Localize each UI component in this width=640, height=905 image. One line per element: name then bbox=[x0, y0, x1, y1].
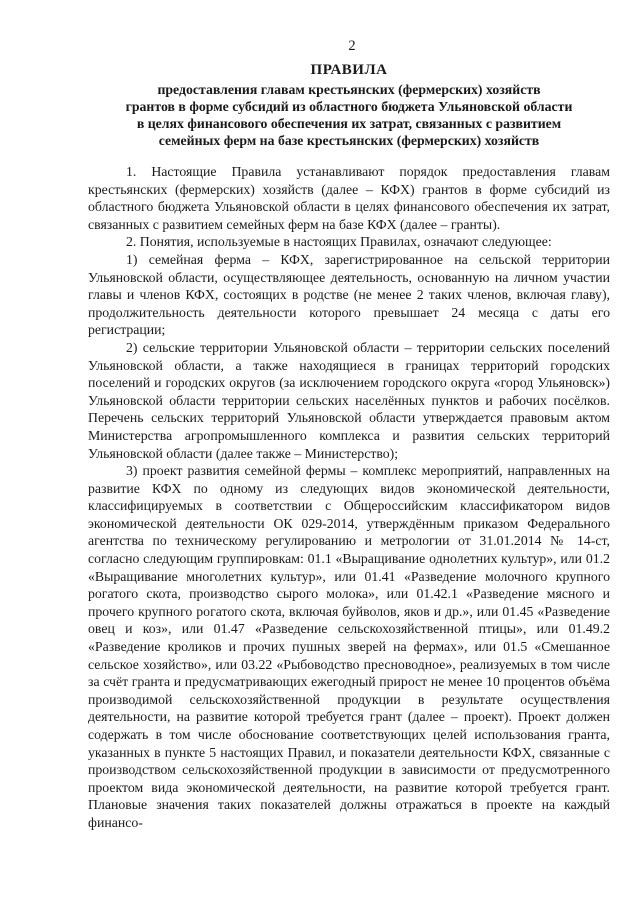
subtitle-line: в целях финансового обеспечения их затрат, связанных с развитием bbox=[136, 116, 562, 131]
subtitle-line: грантов в форме субсидий из областного бюджета Ульяновской области bbox=[125, 99, 573, 114]
definition-family-farm: 1) семейная ферма – КФХ, зарегистрированное на сельской территории Ульяновской области, осуществляющее деятельность, основанную на личном участии главы и членов КФХ, состоящих в родстве (не менее 2 таких членов, включая главу), продолжительность деятельности которого превышает 24 месяца с даты его регистрации; bbox=[88, 251, 610, 338]
definition-rural-territories: 2) сельские территории Ульяновской области – территории сельских поселений Ульяновской области, а также находящиеся в границах территорий городских поселений и городских округов (за исключением городского округа «город Ульяновск») Ульяновской области территории сельских населённых пунктов и рабочих посёлков. Перечень сельских территорий Ульяновской области утверждается правовым актом Министерства агропромышленного комплекса и развития сельских территорий Ульяновской области (далее также – Министерство); bbox=[88, 339, 610, 461]
document-body bbox=[88, 163, 610, 832]
document-subtitle bbox=[88, 81, 610, 149]
paragraph-2-definitions: 2. Понятия, используемые в настоящих Правилах, означают следующее: bbox=[126, 234, 552, 250]
paragraph-1-purpose: 1. Настоящие Правила устанавливают порядок предоставления главам крестьянских (фермерских) хозяйств (далее – КФХ) грантов в форме субсидий из областного бюджета Ульяновской области в целях финансового обеспечения их затрат, связанных с развитием семейных ферм на базе КФХ (далее – гранты). bbox=[88, 164, 610, 232]
subtitle-line: семейных ферм на базе крестьянских (фермерских) хозяйств bbox=[158, 133, 540, 148]
definition-farm-project: 3) проект развития семейной фермы – комплекс мероприятий, направленных на развитие КФХ по одному из следующих видов экономической деятельности, классифицируемых в соответствии с Общероссийским классификатором видов экономической деятельности ОК 029-2014, утверждённым приказом Федерального агентства по техническому регулированию и метрологии от 31.01.2014 № 14-ст, согласно следующим группировкам: 01.1 «Выращивание однолетних культур», или 01.2 «Выращивание многолетних культур», или 01.41 «Разведение молочного крупного рогатого скота, производство сырого молока», или 01.42.1 «Разведение мясного и прочего крупного рогатого скота, включая буйволов, яков и др.», или 01.45 «Разведение овец и коз», или 01.47 «Разведение сельскохозяйственной птицы», или 01.49.2 «Разведение кроликов и прочих пушных зверей на фермах», или 01.5 «Смешанное сельское хозяйство», или 03.22 «Рыбоводство пресноводное», реализуемых в том числе за счёт гранта и предусматривающих ежегодный прирост не менее 10 процентов объёма производимой сельскохозяйственной продукции в результате осуществления деятельности, на развитие которой требуется грант (далее – проект). Проект должен содержать в том числе обоснование соответствующих целей использования гранта, указанных в пункте 5 настоящих Правил, и показатели деятельности КФХ, связанные с производством сельскохозяйственной продукции в зависимости от предусмотренного проектом вида экономической деятельности, на развитие которой требуется грант. Плановые значения таких показателей должны отражаться в проекте на каждый финансо- bbox=[88, 463, 610, 830]
document-title: ПРАВИЛА bbox=[310, 62, 388, 78]
document-page bbox=[88, 38, 610, 832]
subtitle-line: предоставления главам крестьянских (фермерских) хозяйств bbox=[157, 82, 541, 97]
page-number: 2 bbox=[348, 38, 356, 54]
